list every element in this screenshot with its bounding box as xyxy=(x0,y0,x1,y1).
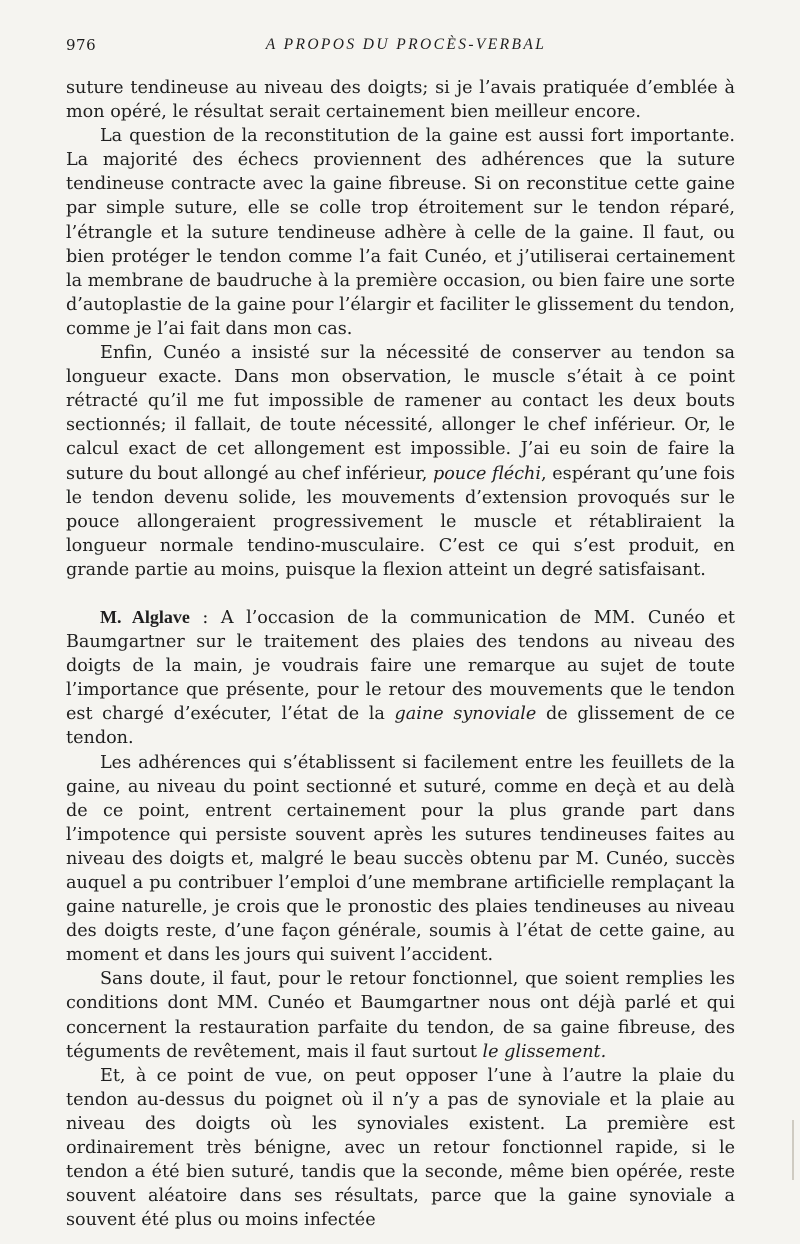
running-head: A PROPOS DU PROCÈS-VERBAL xyxy=(265,36,547,53)
paragraph-3-text-a: Enfin, Cunéo a insisté sur la nécessité de conserver au tendon sa longueur exacte. Dans mon observation, le muscle s’était à ce point rétracté qu’il me fut impossible de ramener au contact les deux bouts sectionnés; il fallait, de toute nécessité, allonger le chef inférieur. Or, le calcul exact de cet allongement est impossible. J’ai eu soin de faire la suture du bout allongé au chef inférieur, xyxy=(66,343,735,484)
paragraph-3 xyxy=(66,341,735,582)
paragraph-3-italic: pouce fléchi xyxy=(432,463,542,484)
paragraph-4 xyxy=(66,605,735,751)
paragraph-4-text-b: de glissement de ce tendon. xyxy=(66,704,736,749)
paragraph-2: La question de la reconstitution de la gaine est aussi fort importante. La majorité des échecs proviennent des adhérences que la suture tendineuse contracte avec la gaine fibreuse. Si on reconstitue cette gaine par simple suture, elle se colle trop étroitement sur le tendon réparé, l’étrangle et la suture tendineuse adhère à celle de la gaine. Il faut, ou bien protéger le tendon comme l’a fait Cunéo, et j’utiliserai certainement la membrane de baudruche à la première occasion, ou bien faire une sorte d’autoplastie de la gaine pour l’élargir et faciliter le glissement du tendon, comme je l’ai fait dans mon cas. xyxy=(66,126,735,339)
paragraph-3-text-b: , espérant qu’une fois le tendon devenu solide, les mouvements d’extension provoqués sur le pouce allongeraient progressivement le muscle et rétabliraient la longueur normale tendino-musculaire. C’est ce qui s’est produit, en grande partie au moins, puisque la flexion atteint un degré satisfaisant. xyxy=(66,463,735,580)
paragraph-7: Et, à ce point de vue, on peut opposer l’une à l’autre la plaie du tendon au-dessus du poignet où il n’y a pas de synoviale et la plaie au niveau des doigts où les synoviales existent. La première est ordinairement très bénigne, avec un retour fonctionnel rapide, si le tendon a été bien suturé, tandis que la seconde, même bien opérée, reste souvent aléatoire dans ses résultats, parce que la gaine synoviale a souvent été plus ou moins infectée xyxy=(66,1065,735,1231)
page-edge-shadow xyxy=(792,1120,794,1180)
page-header xyxy=(66,36,746,60)
speaker-name: M. Alglave xyxy=(100,606,190,627)
paragraph-5: Les adhérences qui s’établissent si facilement entre les feuillets de la gaine, au niveau du point sectionné et suturé, comme en deçà et au delà de ce point, entrent certainement pour la plus grande part dans l’impotence qui persiste souvent après les sutures tendineuses faites au niveau des doigts et, malgré le beau succès obtenu par M. Cunéo, succès auquel a pu contribuer l’emploi d’une membrane artificielle remplaçant la gaine naturelle, je crois que le pronostic des plaies tendineuses au niveau des doigts reste, d’une façon générale, soumis à l’état de cette gaine, au moment et dans les jours qui suivent l’accident. xyxy=(66,752,735,966)
paragraph-4-text-a: : A l’occasion de la communication de MM. Cunéo et Baumgartner sur le traitement des plaies des tendons au niveau des doigts de la main, je voudrais faire une remarque au sujet de toute l’importance que présente, pour le retour des mouvements que le tendon est chargé d’exécuter, l’état de la xyxy=(66,607,735,725)
paragraph-6 xyxy=(66,967,735,1063)
paragraph-4-italic: gaine synoviale xyxy=(394,704,537,725)
body-text xyxy=(66,76,735,1232)
paragraph-1: suture tendineuse au niveau des doigts; si je l’avais pratiquée d’emblée à mon opéré, le résultat serait certainement bien meilleur encore. xyxy=(66,78,735,123)
page-number: 976 xyxy=(66,36,97,54)
paragraph-6-italic: le glissement. xyxy=(482,1041,607,1062)
paragraph-6-text-a: Sans doute, il faut, pour le retour fonctionnel, que soient remplies les conditions dont MM. Cunéo et Baumgartner nous ont déjà parlé et qui concernent la restauration parfaite du tendon, de sa gaine fibreuse, des téguments de revêtement, mais il faut surtout xyxy=(66,969,735,1062)
